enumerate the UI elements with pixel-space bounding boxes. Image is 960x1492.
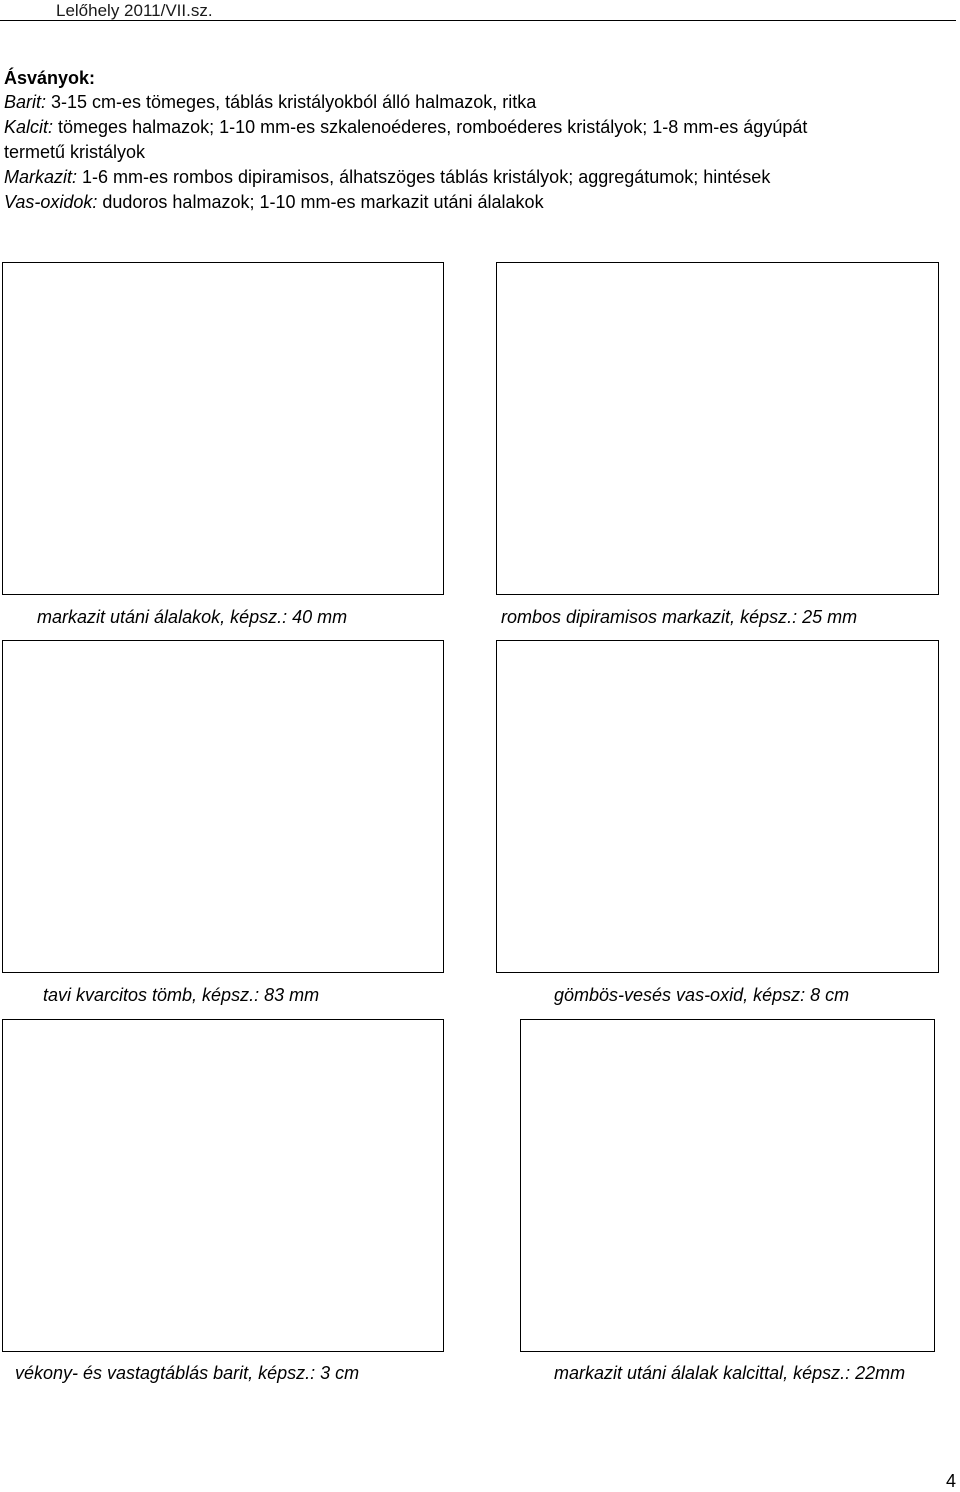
mineral-description: termetű kristályok: [4, 142, 146, 162]
mineral-line-kalcit-cont: [4, 140, 954, 165]
photo-caption: rombos dipiramisos markazit, képsz.: 25 mm: [501, 607, 858, 627]
mineral-name: Barit:: [4, 92, 47, 112]
mineral-name: Vas-oxidok:: [4, 192, 98, 212]
mineral-description: tömeges halmazok; 1-10 mm-es szkalenoéderes, romboéderes kristályok; 1-8 mm-es ágyúpát: [53, 117, 808, 137]
photo-caption: gömbös-vesés vas-oxid, képsz: 8 cm: [554, 985, 850, 1005]
photo-placeholder: [2, 1019, 444, 1352]
mineral-description: 1-6 mm-es rombos dipiramisos, álhatszöges táblás kristályok; aggregátumok; hintések: [77, 167, 771, 187]
photo-caption: tavi kvarcitos tömb, képsz.: 83 mm: [43, 985, 320, 1005]
mineral-description: dudoros halmazok; 1-10 mm-es markazit utáni álalakok: [97, 192, 544, 212]
photo-placeholder: [496, 640, 939, 973]
mineral-description: 3-15 cm-es tömeges, táblás kristályokból álló halmazok, ritka: [46, 92, 537, 112]
mineral-line-vas-oxidok: [4, 190, 954, 215]
photo-placeholder: [496, 262, 939, 595]
mineral-name: Markazit:: [4, 167, 78, 187]
locality-reference: Lelőhely 2011/VII.sz.: [56, 1, 213, 20]
mineral-line-barit: [4, 90, 954, 115]
photo-placeholder: [2, 262, 444, 595]
page-header: [0, 0, 956, 21]
photo-placeholder: [2, 640, 444, 973]
mineral-line-kalcit: [4, 115, 954, 140]
page-number: 4: [946, 1471, 957, 1491]
photo-caption: markazit utáni álalakok, képsz.: 40 mm: [37, 607, 348, 627]
section-title: Ásványok:: [4, 68, 96, 88]
minerals-section: [4, 66, 954, 215]
photo-caption: vékony- és vastagtáblás barit, képsz.: 3 cm: [15, 1363, 360, 1383]
mineral-name: Kalcit:: [4, 117, 54, 137]
mineral-line-markazit: [4, 165, 954, 190]
photo-placeholder: [520, 1019, 935, 1352]
photo-caption: markazit utáni álalak kalcittal, képsz.: 22mm: [554, 1363, 906, 1383]
